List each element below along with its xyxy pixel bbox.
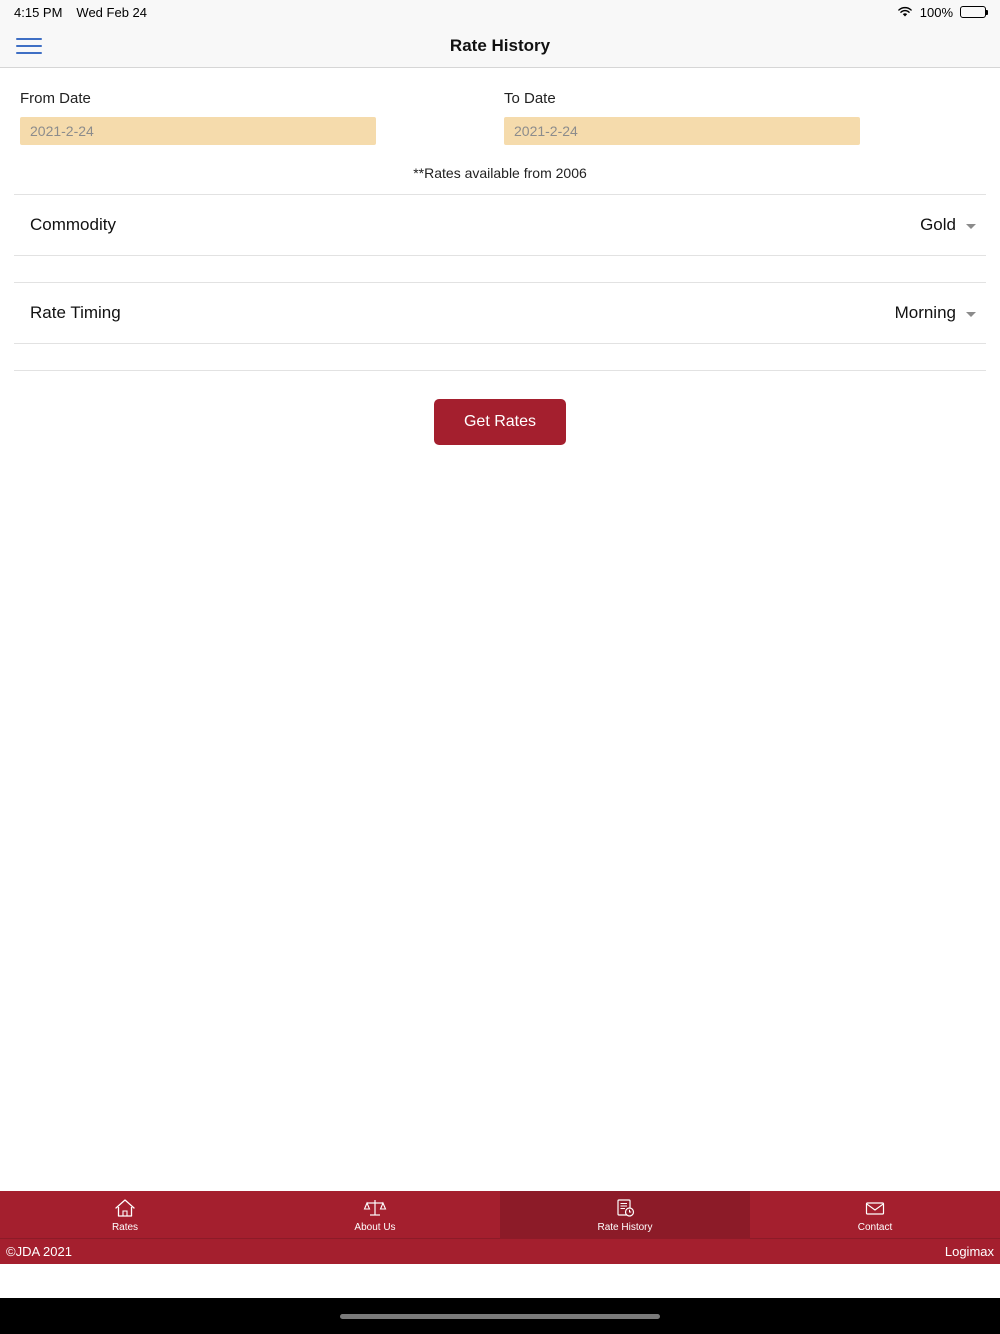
rate-timing-select[interactable] bbox=[895, 303, 976, 323]
from-date-label: From Date bbox=[20, 90, 91, 107]
tab-about-us[interactable] bbox=[250, 1191, 500, 1239]
document-clock-icon bbox=[613, 1197, 637, 1219]
bottom-tab-bar bbox=[0, 1191, 1000, 1239]
tab-label: Rates bbox=[111, 1222, 139, 1233]
status-bar-right bbox=[897, 5, 986, 20]
page-title: Rate History bbox=[449, 35, 551, 55]
hamburger-menu-icon[interactable] bbox=[16, 38, 42, 54]
home-indicator-area bbox=[0, 1298, 1000, 1334]
status-bar-left bbox=[14, 5, 147, 20]
home-indicator[interactable] bbox=[340, 1314, 660, 1319]
spacer bbox=[0, 344, 1000, 370]
commodity-label: Commodity bbox=[30, 215, 116, 234]
tab-rate-history[interactable] bbox=[500, 1191, 750, 1239]
home-icon bbox=[113, 1197, 137, 1219]
rates-availability-note: **Rates available from 2006 bbox=[413, 165, 587, 181]
status-bar bbox=[0, 0, 1000, 24]
bottom-spacer bbox=[0, 1264, 1000, 1298]
envelope-icon bbox=[863, 1197, 887, 1219]
from-date-field bbox=[20, 90, 376, 145]
chevron-down-icon bbox=[966, 224, 976, 229]
chevron-down-icon bbox=[966, 312, 976, 317]
rate-history-form bbox=[0, 68, 1000, 445]
submit-row bbox=[0, 371, 1000, 445]
tab-label: About Us bbox=[354, 1222, 396, 1233]
nav-bar bbox=[0, 24, 1000, 68]
status-time: 4:15 PM bbox=[14, 4, 63, 20]
rate-timing-value: Morning bbox=[894, 303, 956, 322]
tab-label: Rate History bbox=[597, 1222, 653, 1233]
date-range-row bbox=[0, 68, 1000, 145]
battery-icon bbox=[960, 6, 986, 18]
to-date-field bbox=[504, 90, 860, 145]
wifi-icon bbox=[897, 6, 913, 18]
footer-bar bbox=[0, 1238, 1000, 1264]
tab-contact[interactable] bbox=[750, 1191, 1000, 1239]
tab-rates[interactable] bbox=[0, 1191, 250, 1239]
tab-label: Contact bbox=[857, 1222, 893, 1233]
battery-percent: 100% bbox=[919, 4, 953, 20]
from-date-input[interactable] bbox=[20, 117, 376, 145]
get-rates-button[interactable]: Get Rates bbox=[434, 399, 566, 445]
footer-copyright: ©JDA 2021 bbox=[6, 1244, 72, 1259]
footer-brand: Logimax bbox=[944, 1244, 994, 1259]
commodity-value: Gold bbox=[920, 215, 956, 234]
to-date-input[interactable] bbox=[504, 117, 860, 145]
scales-icon bbox=[363, 1197, 387, 1219]
rate-timing-label: Rate Timing bbox=[30, 303, 121, 322]
to-date-label: To Date bbox=[504, 90, 556, 107]
commodity-row[interactable] bbox=[0, 195, 1000, 255]
status-date: Wed Feb 24 bbox=[76, 4, 148, 20]
rate-timing-row[interactable] bbox=[0, 283, 1000, 343]
spacer bbox=[0, 256, 1000, 282]
commodity-select[interactable] bbox=[920, 215, 976, 235]
